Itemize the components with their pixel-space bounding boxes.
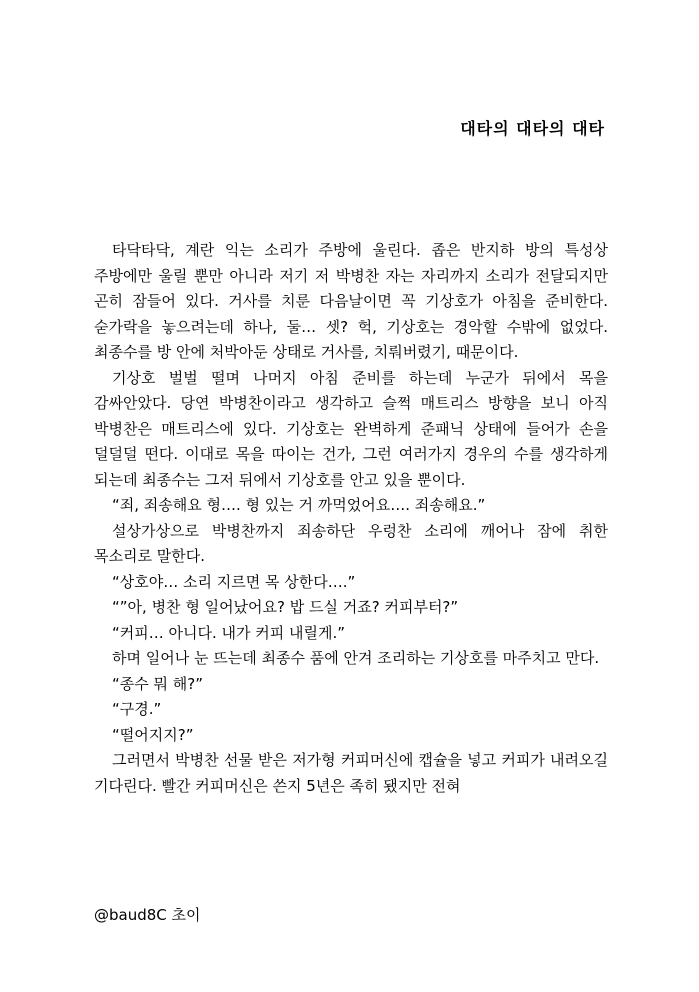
dialogue-line: “상호야… 소리 지르면 목 상한다….” [112,572,356,591]
paragraph: 설상가상으로 박병찬까지 죄송하단 우렁찬 소리에 깨어나 잠에 취한 목소리로 말한다. [94,521,608,565]
dialogue-line: “종수 뭐 해?” [112,674,203,693]
paragraph: 하며 일어나 눈 뜨는데 최종수 품에 안겨 조리하는 기상호를 마주치고 만다. [112,649,600,667]
paragraph: 기상호 벌벌 떨며 나머지 아침 준비를 하는데 누군가 뒤에서 목을 감싸안았다. 당연 박병찬이라고 생각하고 슬쩍 매트리스 방향을 보니 아직 박병찬은 매트리스에 있다. 기상호는 완벽하게 준패닉 상태에 들어가 손을 덜덜덜 떤다. 이대로 목을 따이는 건가, 그런 여러가지 경우의 수를 생각하게 되는데 최종수는 그저 뒤에서 기상호를 안고 있을 뿐이다. [94,368,608,489]
paragraph: 그러면서 박병찬 선물 받은 저가형 커피머신에 캡슐을 넣고 커피가 내려오길 기다린다. 빨간 커피머신은 쓴지 5년은 족히 됐지만 전혀 [94,751,608,795]
dialogue-line: “떨어지지?” [112,725,194,744]
dialogue-line: “커피… 아니다. 내가 커피 내릴게.” [112,623,346,642]
dialogue-line: “죄, 죄송해요 형…. 형 있는 거 까먹었어요…. 죄송해요.” [112,496,486,514]
paragraph: 타닥타닥, 계란 익는 소리가 주방에 울린다. 좁은 반지하 방의 특성상 주방에만 울릴 뿐만 아니라 저기 저 박병찬 자는 자리까지 소리가 전달되지만 곤히 잠들어 있다. 거사를 치룬 다음날이면 꼭 기상호가 아침을 준비한다. 숟가락을 놓으려는데 하나, 둘… 셋? 헉, 기상호는 경악할 수밖에 없었다. 최종수를 방 안에 처박아둔 상태로 거사를, 치뤄버렸기, 때문이다. [94,241,608,361]
body-text [94,238,608,799]
chapter-title: 대타의 대타의 대타 [460,119,605,138]
dialogue-line: “구경.” [112,700,162,718]
dialogue-line: “”아, 병찬 형 일어났어요? 밥 드실 거죠? 커피부터?” [112,598,459,616]
author-credit: @baud8C 초이 [94,906,201,924]
